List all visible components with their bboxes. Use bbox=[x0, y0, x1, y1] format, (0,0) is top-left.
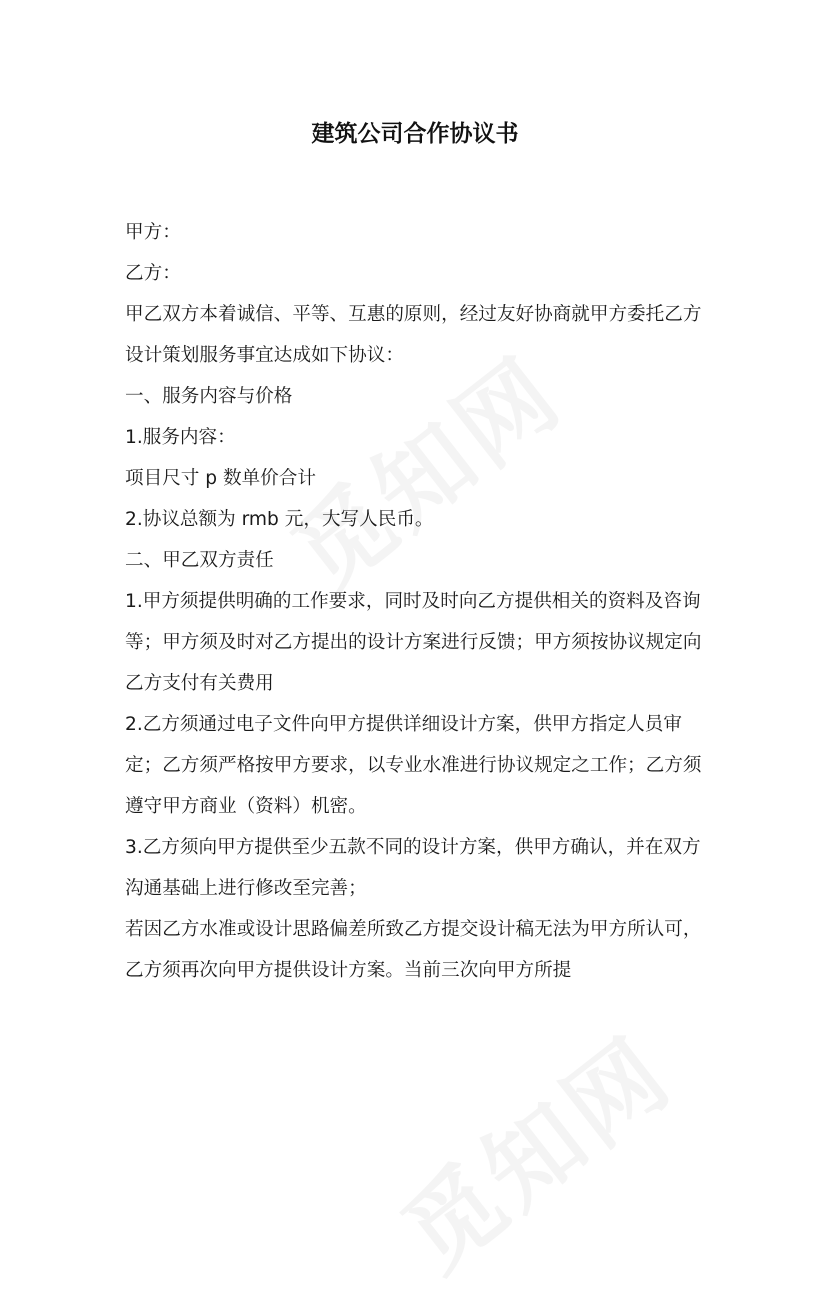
clause-item: 1.服务内容： bbox=[125, 427, 236, 448]
document-title: 建筑公司合作协议书 bbox=[311, 121, 519, 147]
clause-item: 1.甲方须提供明确的工作要求，同时及时向乙方提供相关的资料及咨询等；甲方须及时对乙方提出的设计方案进行反馈；甲方须按协议规定向乙方支付有关费用 bbox=[125, 591, 702, 694]
preamble-paragraph: 甲乙双方本着诚信、平等、互惠的原则，经过友好协商就甲方委托乙方设计策划服务事宜达成如下协议： bbox=[125, 304, 702, 366]
party-a-line: 甲方： bbox=[125, 222, 181, 243]
party-b-line: 乙方： bbox=[125, 263, 181, 284]
clause-item: 3.乙方须向甲方提供至少五款不同的设计方案，供甲方确认，并在双方沟通基础上进行修改至完善； bbox=[125, 837, 701, 899]
clause-item: 2.协议总额为 rmb 元，大写人民币。 bbox=[125, 509, 434, 530]
document-body bbox=[125, 212, 710, 991]
section-heading: 二、甲乙双方责任 bbox=[125, 550, 274, 571]
clause-item: 项目尺寸 p 数单价合计 bbox=[125, 468, 316, 489]
clause-item: 2.乙方须通过电子文件向甲方提供详细设计方案，供甲方指定人员审定；乙方须严格按甲方要求，以专业水准进行协议规定之工作；乙方须遵守甲方商业（资料）机密。 bbox=[125, 714, 702, 817]
clause-item: 若因乙方水准或设计思路偏差所致乙方提交设计稿无法为甲方所认可，乙方须再次向甲方提供设计方案。当前三次向甲方所提 bbox=[125, 919, 702, 981]
section-heading: 一、服务内容与价格 bbox=[125, 386, 293, 407]
watermark bbox=[370, 1000, 695, 1296]
